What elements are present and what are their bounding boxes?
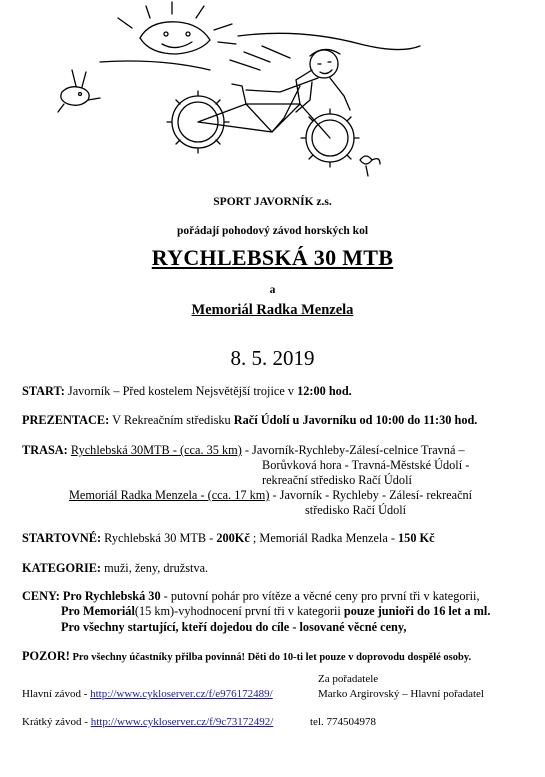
- memorial-title: Memoriál Radka Menzela: [191, 302, 354, 318]
- event-title: RYCHLEBSKÁ 30 MTB: [151, 245, 394, 270]
- pozor-text: Pro všechny účastníky přilba povinná! Děti do 10-ti let pouze v doprovodu dospělé osoby.: [69, 652, 472, 663]
- ceny-line-2: [61, 604, 490, 619]
- route1-name: Rychlebská 30MTB - (cca. 35 km): [70, 443, 242, 457]
- ceny-line2-mid: (15 km)-vyhodnocení první tři v kategorii: [134, 604, 344, 618]
- hlavni-label: Hlavní závod -: [22, 688, 91, 700]
- trasa-line-route2: [69, 488, 472, 503]
- pozor-label: POZOR!: [22, 649, 70, 663]
- start-text: Javorník – Před kostelem Nejsvětější trojice v: [64, 384, 298, 398]
- event-date: 8. 5. 2019: [230, 346, 315, 370]
- event-subtitle: pořádají pohodový závod horských kol: [176, 225, 369, 237]
- footer-za: Za pořadatele: [318, 673, 379, 685]
- hlavni-link[interactable]: http://www.cykloserver.cz/f/e976172489/: [90, 688, 273, 700]
- ceny-line2-bold2: pouze junioři do 16 let a ml.: [343, 604, 491, 618]
- kategorie-line: [22, 561, 208, 576]
- ceny-line2-bold: Pro Memoriál: [61, 604, 135, 618]
- start-label: START:: [22, 384, 65, 398]
- start-time: 12:00 hod.: [297, 384, 352, 398]
- kratky-link[interactable]: http://www.cykloserver.cz/f/9c73172492/: [90, 716, 274, 728]
- footer-phone: tel. 774504978: [310, 716, 376, 728]
- route1-line3: rekreační středisko Račí Údolí: [262, 473, 412, 487]
- prezentace-text: V Rekreačním středisku: [109, 413, 234, 427]
- prezentace-line: [22, 413, 477, 428]
- route1-line1: - Javorník-Rychleby-Zálesí-celnice Travná –: [241, 443, 465, 457]
- route2-line2: středisko Račí Údolí: [305, 503, 407, 517]
- prezentace-label: PREZENTACE:: [22, 413, 110, 427]
- trasa-line-1: [22, 443, 465, 458]
- ceny-line1-rest: - putovní pohár pro vítěze a věcné ceny pro první tři v kategorii,: [160, 589, 480, 603]
- ceny-line-1: [22, 589, 480, 604]
- ceny-line1-bold: Pro Rychlebská 30: [59, 589, 161, 603]
- route2-line1: - Javorník - Rychleby - Zálesí- rekreační: [269, 488, 473, 502]
- sun-face-outline: [140, 22, 210, 54]
- pozor-line: [22, 649, 471, 664]
- ceny-label: CENY:: [22, 589, 60, 603]
- ceny-line-3: Pro všechny startující, kteří dojedou do cíle - losované věcné ceny,: [61, 620, 407, 634]
- footer-hlavni: [22, 688, 273, 700]
- route1-line2: Borůvková hora - Travná-Městské Údolí -: [262, 458, 470, 472]
- prezentace-place: Račí Údolí u Javorníku od 10:00 do 11:30 hod.: [233, 413, 478, 427]
- kategorie-label: KATEGORIE:: [22, 561, 102, 575]
- startovne-price1: 200Kč: [216, 531, 250, 545]
- trasa-label: TRASA:: [22, 443, 68, 457]
- startovne-line: [22, 531, 435, 546]
- kratky-label: Krátký závod -: [22, 716, 91, 728]
- route2-name: Memoriál Radka Menzela - (cca. 17 km): [69, 488, 270, 502]
- startovne-price2: 150 Kč: [398, 531, 435, 545]
- startovne-label: STARTOVNÉ:: [22, 531, 102, 545]
- footer-organizer: Marko Argirovský – Hlavní pořadatel: [318, 688, 484, 700]
- startovne-text2: ; Memoriál Radka Menzela -: [249, 531, 399, 545]
- footer-kratky: [22, 716, 273, 728]
- kategorie-text: muži, ženy, družstva.: [101, 561, 209, 575]
- start-line: [22, 384, 352, 399]
- connector-text: a: [269, 284, 276, 296]
- flower-figure: [360, 156, 380, 176]
- hare-figure: [61, 87, 89, 106]
- startovne-text1: Rychlebská 30 MTB -: [101, 531, 217, 545]
- organizer-name: SPORT JAVORNÍK z.s.: [213, 196, 332, 208]
- cyclist-drawing: [0, 0, 545, 180]
